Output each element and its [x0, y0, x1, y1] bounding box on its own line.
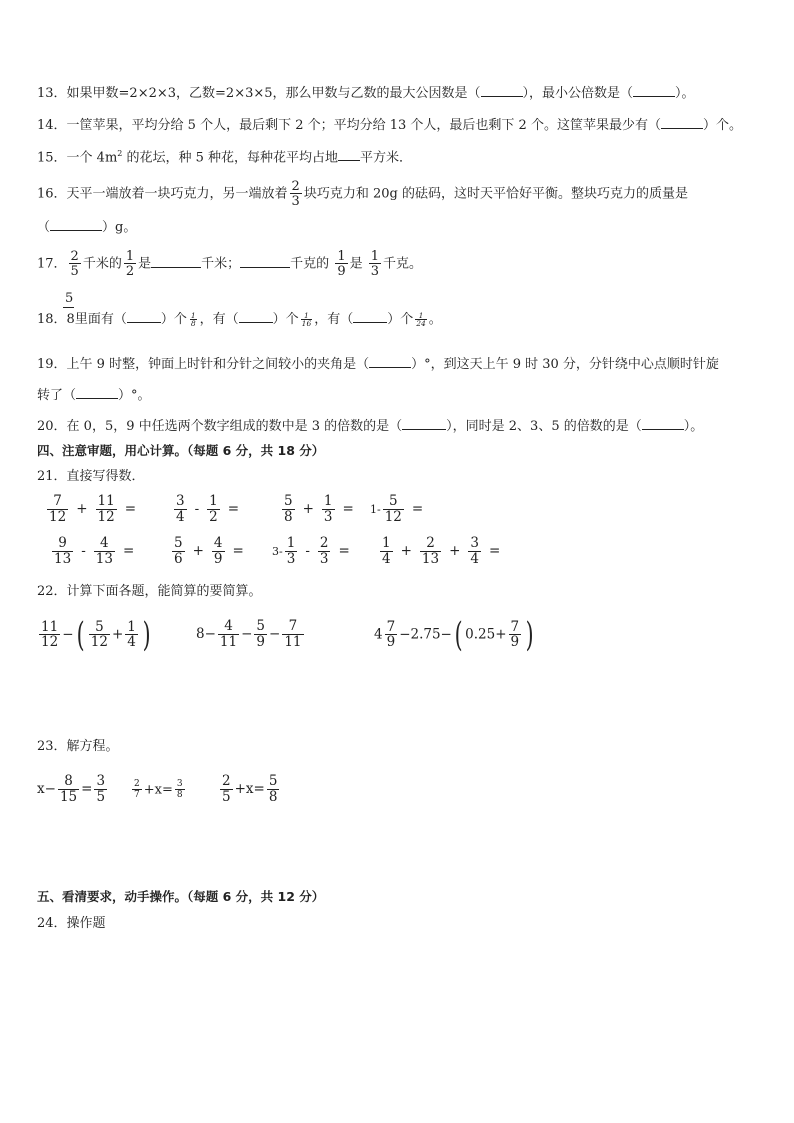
q22-expr3: 4 $\frac{7}{9}$ −2.75−( 0.25+ $\frac{7}{9}$ )	[374, 615, 534, 655]
fraction: $\frac{1}{24}$	[416, 310, 426, 328]
fraction: $\frac{7}{11}$	[284, 618, 302, 650]
question-18: 18．8里面有（ ）个 $\frac{1}{8}$ ，有（ ）个 $\frac{1}{16}$ ，有（ ）个 $\frac{1}{24}$ 。	[37, 310, 442, 328]
fraction: $\frac{7}{12}$	[49, 493, 67, 525]
fraction: $\frac{5}{12}$	[90, 618, 108, 650]
q23-eq2: $\frac{2}{7}$ +x= $\frac{3}{8}$	[134, 779, 183, 800]
fraction: $\frac{7}{9}$	[510, 618, 520, 650]
question-16-line2: （ ）g。	[37, 220, 137, 235]
question-14: 14．一筐苹果，平均分给 5 个人，最后剩下 2 个；平均分给 13 个人，最后也剩下 2 个。这筐苹果最少有（ ）个。	[37, 118, 742, 133]
fraction: $\frac{9}{13}$	[54, 535, 72, 567]
answer-blank[interactable]	[661, 116, 703, 129]
q22-expr2: 8− $\frac{4}{11}$ − $\frac{5}{9}$ − $\frac{7}{11}$	[196, 618, 302, 650]
fraction: $\frac{2}{3}$	[291, 179, 300, 209]
question-21-title: 21．直接写得数．	[37, 469, 145, 484]
fraction: $\frac{1}{3}$	[370, 249, 380, 279]
fraction: $\frac{5}{6}$	[174, 535, 183, 567]
fraction: $\frac{5}{8}$	[268, 773, 278, 805]
answer-blank[interactable]	[50, 218, 102, 231]
question-16: 16．天平一端放着一块巧克力，另一端放着 $\frac{2}{3}$ 块巧克力和 20g 的砝码，这时天平恰好平衡。整块巧克力的质量是	[37, 179, 688, 209]
answer-blank[interactable]	[127, 310, 161, 323]
fraction: $\frac{1}{4}$	[127, 618, 136, 650]
answer-blank[interactable]	[240, 255, 290, 268]
answer-blank[interactable]	[633, 84, 675, 97]
q21-row2-item3: 3- $\frac{1}{3}$ - $\frac{2}{3}$ =	[272, 535, 350, 567]
q18-numerator: 5	[65, 291, 74, 306]
answer-blank[interactable]	[353, 310, 387, 323]
fraction: $\frac{1}{16}$	[301, 310, 312, 328]
answer-blank[interactable]	[642, 417, 684, 430]
q18-fraction-bar	[63, 307, 74, 308]
section-5-heading: 五、看清要求，动手操作。（每题 6 分，共 12 分）	[37, 889, 325, 904]
question-19: 19．上午 9 时整，钟面上时针和分针之间较小的夹角是（ ）°，到这天上午 9 时 30 分，分针绕中心点顺时针旋	[37, 357, 719, 372]
fraction: $\frac{11}{12}$	[41, 618, 59, 650]
fraction: $\frac{1}{3}$	[286, 535, 296, 567]
q21-row2-item4: $\frac{1}{4}$ + $\frac{2}{13}$ + $\frac{3}{4}$ =	[382, 535, 501, 567]
q23-eq3: $\frac{2}{5}$ +x= $\frac{5}{8}$	[222, 773, 278, 805]
answer-blank[interactable]	[369, 355, 411, 368]
fraction: $\frac{3}{4}$	[176, 493, 185, 525]
fraction: $\frac{4}{11}$	[219, 618, 238, 650]
answer-blank[interactable]	[481, 84, 523, 97]
question-19-line2: 转了（ ）°。	[37, 388, 151, 403]
fraction: $\frac{4}{13}$	[95, 535, 113, 567]
fraction: $\frac{3}{8}$	[176, 779, 183, 800]
fraction: $\frac{3}{4}$	[470, 535, 479, 567]
fraction: $\frac{2}{13}$	[421, 535, 440, 567]
q21-row1-item4: 1- $\frac{5}{12}$ =	[370, 493, 424, 525]
section-4-heading: 四、注意审题，用心计算。（每题 6 分，共 18 分）	[37, 443, 325, 458]
answer-blank[interactable]	[151, 255, 201, 268]
question-22-title: 22．计算下面各题，能简算的要简算。	[37, 584, 262, 599]
q21-row2-item1: $\frac{9}{13}$ - $\frac{4}{13}$ =	[54, 535, 135, 567]
fraction: $\frac{7}{9}$	[386, 618, 396, 650]
q22-expr1: $\frac{11}{12}$ −( $\frac{5}{12}$ + $\frac{1}{4}$ )	[41, 615, 151, 655]
fraction: $\frac{2}{5}$	[70, 249, 79, 279]
question-20: 20．在 0，5，9 中任选两个数字组成的数中是 3 的倍数的是（ ），同时是 2、3、5 的倍数的是（ ）。	[37, 419, 704, 434]
question-17: 17． $\frac{2}{5}$ 千米的 $\frac{1}{2}$ 是 千米； 千克的 $\frac{1}{9}$ 是 $\frac{1}{3}$ 千克。	[37, 249, 423, 279]
question-13: 13．如果甲数=2×2×3，乙数=2×3×5，那么甲数与乙数的最大公因数是（ ），最小公倍数是（ ）。	[37, 86, 695, 101]
fraction: $\frac{1}{2}$	[125, 249, 135, 279]
fraction: $\frac{2}{7}$	[134, 779, 140, 800]
q21-row1-item2: $\frac{3}{4}$ - $\frac{1}{2}$ =	[176, 493, 240, 525]
fraction: $\frac{5}{12}$	[384, 493, 402, 525]
q21-row1-item3: $\frac{5}{8}$ + $\frac{1}{3}$ =	[284, 493, 354, 525]
fraction: $\frac{2}{3}$	[319, 535, 329, 567]
fraction: $\frac{1}{2}$	[209, 493, 218, 525]
answer-blank[interactable]	[402, 417, 446, 430]
q21-row1-item1: $\frac{7}{12}$ + $\frac{11}{12}$ =	[49, 493, 136, 525]
answer-blank[interactable]	[239, 310, 273, 323]
fraction: $\frac{1}{8}$	[190, 310, 196, 328]
fraction: $\frac{3}{5}$	[96, 773, 106, 805]
q21-row2-item2: $\frac{5}{6}$ + $\frac{4}{9}$ =	[174, 535, 244, 567]
question-23-title: 23．解方程。	[37, 739, 119, 754]
question-24: 24．操作题	[37, 916, 106, 931]
fraction: $\frac{11}{12}$	[97, 493, 115, 525]
answer-blank[interactable]	[76, 386, 118, 399]
answer-blank[interactable]	[338, 148, 360, 161]
q23-eq1: x− $\frac{8}{15}$ = $\frac{3}{5}$	[37, 773, 106, 805]
question-15: 15．一个 $4m^2$ 的花坛，种 5 种花，每种花平均占地 平方米．	[37, 149, 413, 166]
fraction: $\frac{1}{9}$	[337, 249, 346, 279]
fraction: $\frac{1}{3}$	[323, 493, 333, 525]
fraction: $\frac{8}{15}$	[59, 773, 78, 805]
fraction: $\frac{2}{5}$	[222, 773, 231, 805]
fraction: $\frac{5}{9}$	[256, 618, 265, 650]
fraction: $\frac{5}{8}$	[284, 493, 293, 525]
fraction: $\frac{1}{4}$	[382, 535, 391, 567]
fraction: $\frac{4}{9}$	[213, 535, 223, 567]
